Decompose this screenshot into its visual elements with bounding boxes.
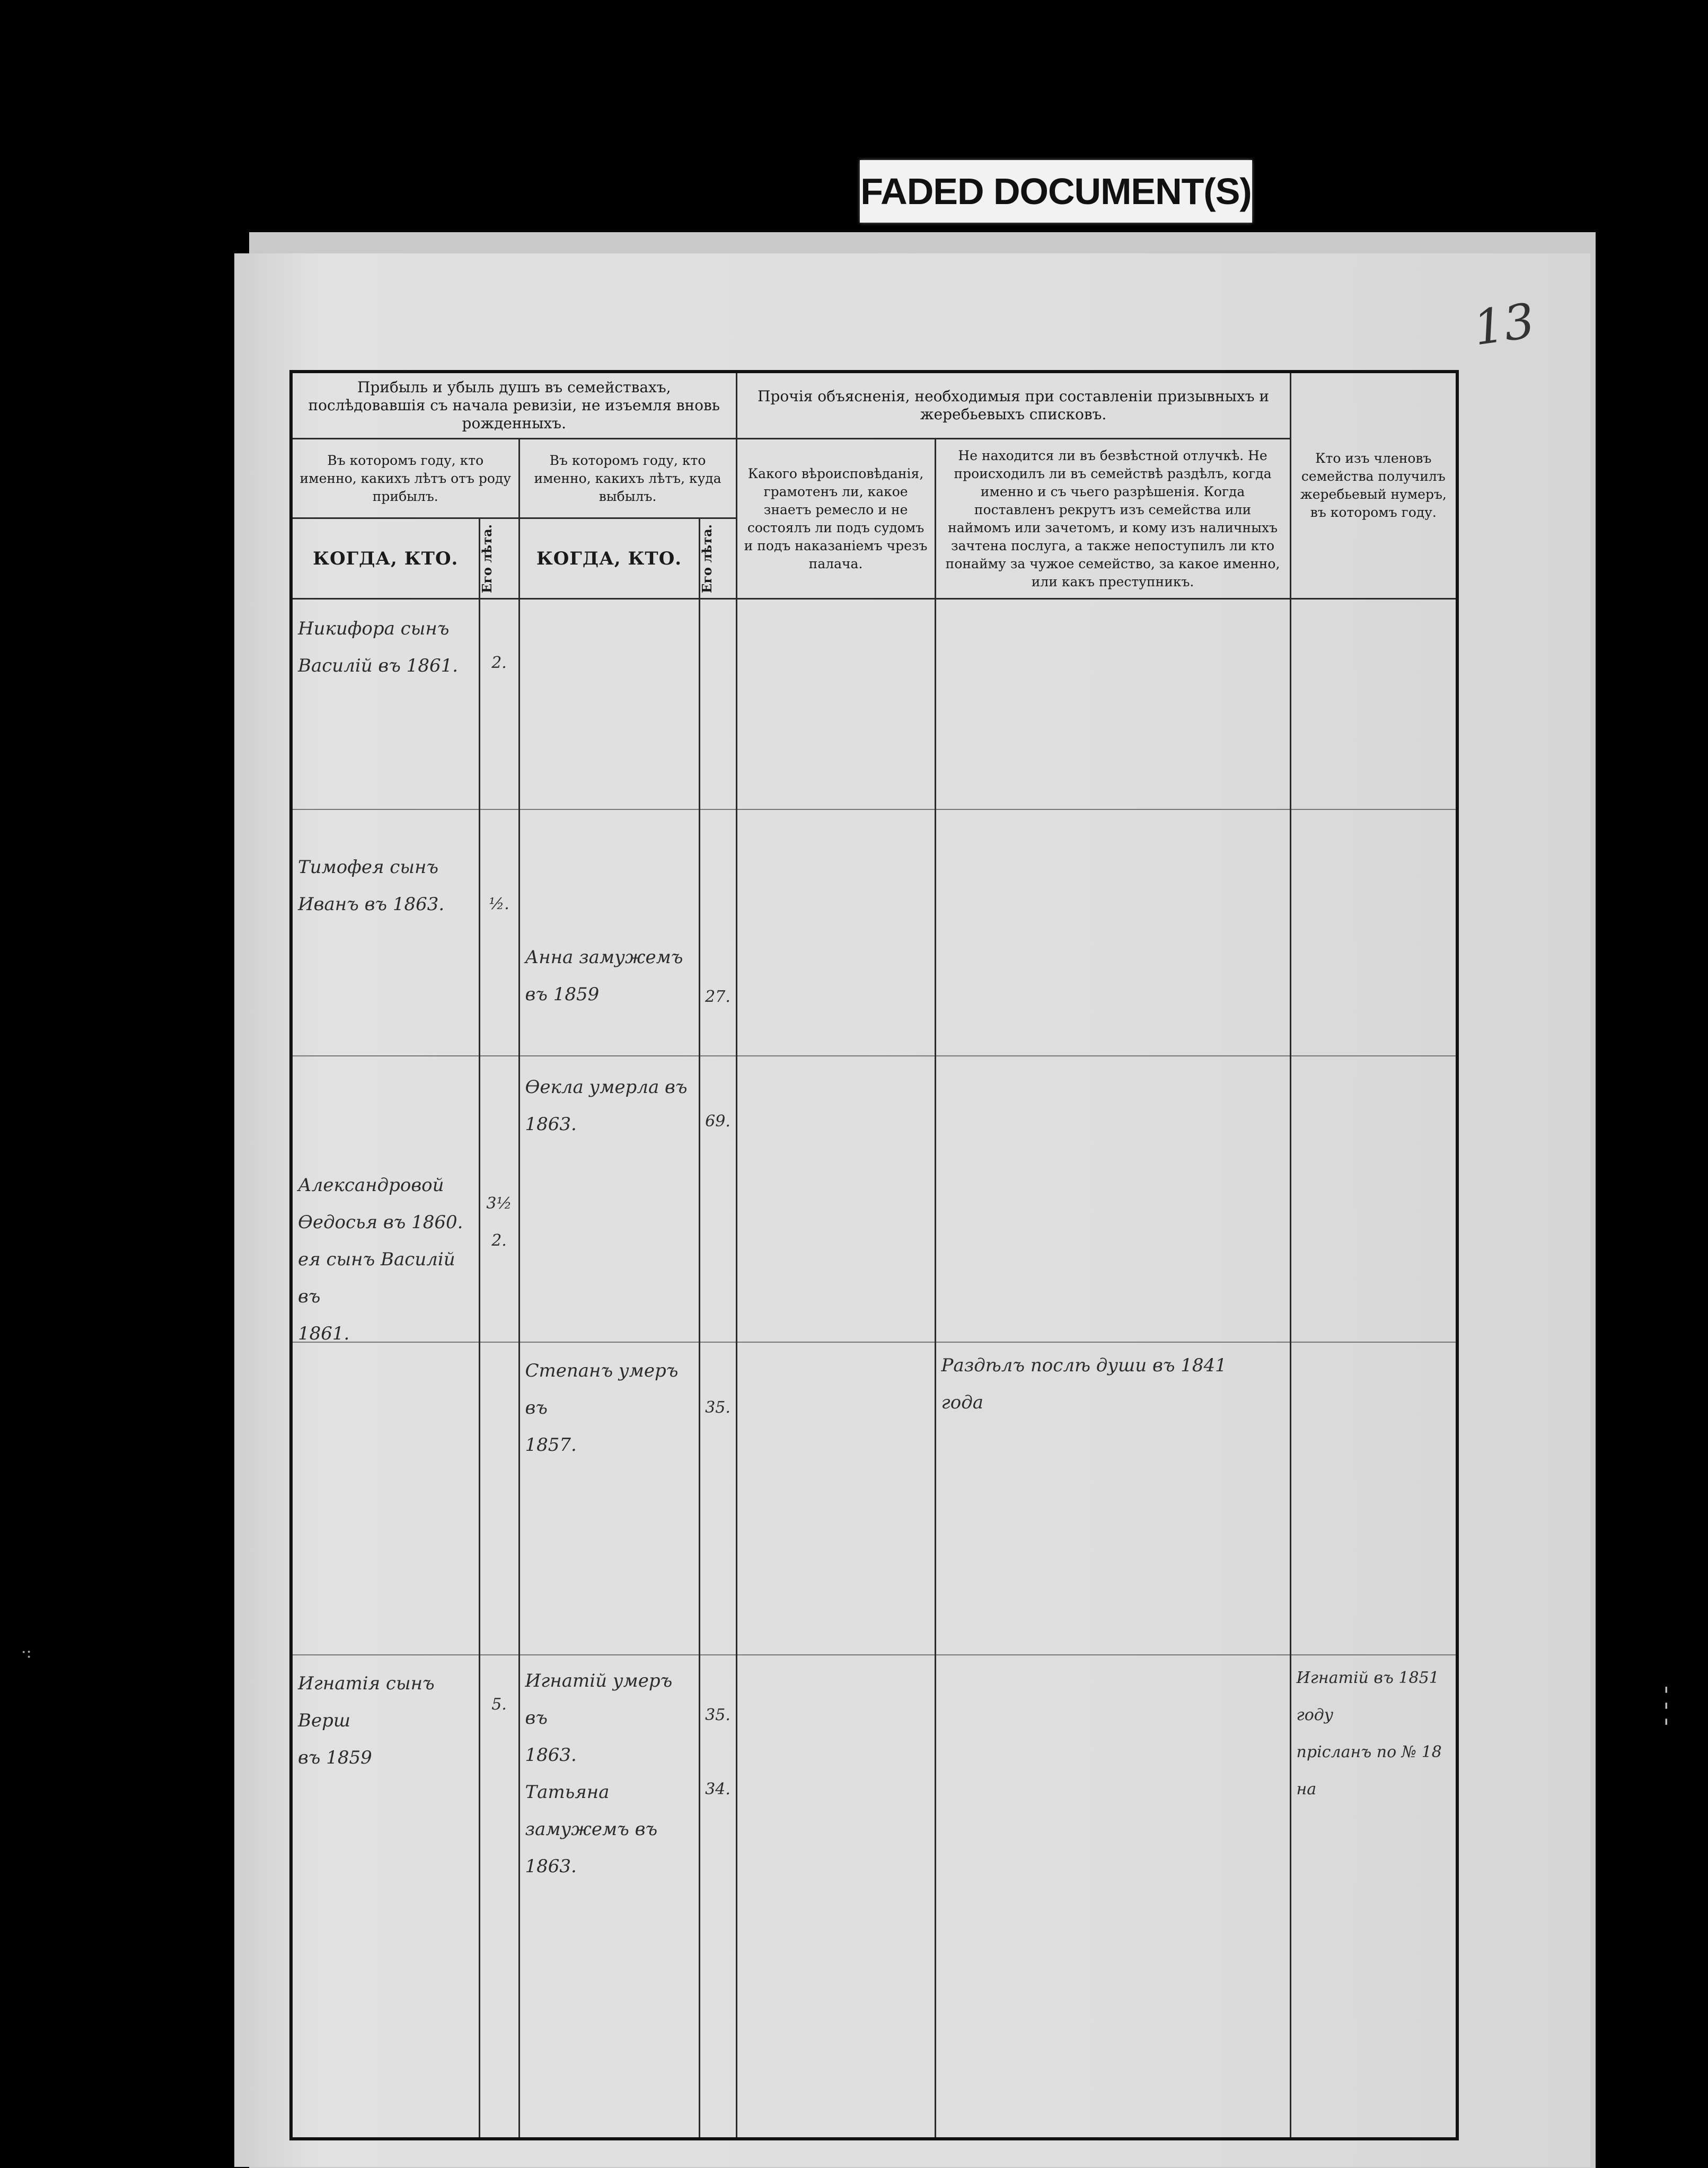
entry-1-arrived-age: 2. — [491, 654, 507, 672]
header-when-who-2: КОГДА, КТО. — [519, 518, 699, 599]
header-absence: Не находится ли въ безвѣстной отлучкѣ. Не происходилъ ли въ семействѣ раздѣлъ, когда именно и съ чьего разрѣшенiя. Когда поставленъ рекрутъ изъ семейства или наймомъ или зачетомъ, и кому изъ наличныхъ зачтена послуга, а также непоступилъ ли кто понайму за чужое семейство, за какое именно, или какъ преступникъ. — [935, 439, 1290, 599]
page-number: 13 — [1470, 293, 1538, 357]
entry-3-arrived: Александровой Ѳедосья въ 1860. ея сынъ Василiй въ 1861. — [298, 1175, 463, 1344]
col-religion-body — [736, 599, 935, 2139]
header-gain-loss: Прибыль и убыль душъ въ семействахъ, послѣдовавшiя съ начала ревизiи, не изъемля вновь рожденныхъ. — [291, 372, 736, 439]
col-departed-body — [519, 599, 699, 2139]
col-arrived-age-body — [479, 599, 519, 2139]
entry-2-departed: Анна замужемъ въ 1859 — [525, 947, 683, 1005]
header-when-who-1: КОГДА, КТО. — [291, 518, 479, 599]
entry-5-arrived: Игнатiя сынъ Верш въ 1859 — [298, 1673, 435, 1768]
entry-5-departed-age: 35. 34. — [705, 1706, 730, 1799]
register-table — [289, 370, 1459, 2140]
header-departed: Въ которомъ году, кто именно, какихъ лѣтъ, куда выбылъ. — [519, 439, 736, 518]
entry-2-departed-age: 27. — [705, 988, 730, 1006]
col-arrived-body — [291, 599, 479, 2139]
side-mark: - - - — [1654, 1686, 1683, 1726]
header-age-2: Его лѣта. — [699, 518, 736, 599]
header-arrived: Въ которомъ году, кто именно, какихъ лѣтъ отъ роду прибылъ. — [291, 439, 519, 518]
edge-mark: ·: — [21, 1643, 32, 1662]
header-age-1: Его лѣта. — [479, 518, 519, 599]
entry-4-departed-age: 35. — [705, 1398, 730, 1417]
entry-1-arrived: Никифора сынъ Василiй въ 1861. — [298, 618, 459, 676]
entry-3-departed: Ѳекла умерла въ 1863. — [525, 1077, 688, 1135]
entry-4-departed: Степанъ умеръ въ 1857. — [525, 1360, 679, 1456]
header-other-explanations: Прочiя объясненiя, необходимыя при составленiи призывныхъ и жеребьевыхъ списковъ. — [736, 372, 1290, 439]
faded-document-label: FADED DOCUMENT(S) — [860, 160, 1252, 223]
header-lot-number: Кто изъ членовъ семейства получилъ жеребьевый нумеръ, въ которомъ году. — [1290, 372, 1457, 599]
col-absence-body — [935, 599, 1290, 2139]
entry-5-lot-note: Игнатiй въ 1851 году прiсланъ по № 18 на — [1296, 1669, 1442, 1799]
header-religion: Какого вѣроисповѣданiя, грамотенъ ли, какое знаетъ ремесло и не состоялъ ли подъ судомъ и подъ наказанiемъ чрезъ палача. — [736, 439, 935, 599]
entry-3-departed-age: 69. — [705, 1112, 730, 1131]
entry-5-arrived-age: 5. — [491, 1695, 507, 1714]
entry-2-arrived: Тимофея сынъ Иванъ въ 1863. — [298, 857, 445, 915]
entry-4-note: Раздѣлъ послѣ души въ 1841 года — [941, 1355, 1227, 1413]
col-lot-body — [1290, 599, 1457, 2139]
entry-2-arrived-age: ½. — [489, 895, 509, 913]
entry-5-departed: Игнатiй умеръ въ 1863. Татьяна замужемъ въ 1863. — [525, 1670, 673, 1877]
entry-3-arrived-age: 3½ 2. — [486, 1194, 512, 1250]
col-departed-age-body — [699, 599, 736, 2139]
